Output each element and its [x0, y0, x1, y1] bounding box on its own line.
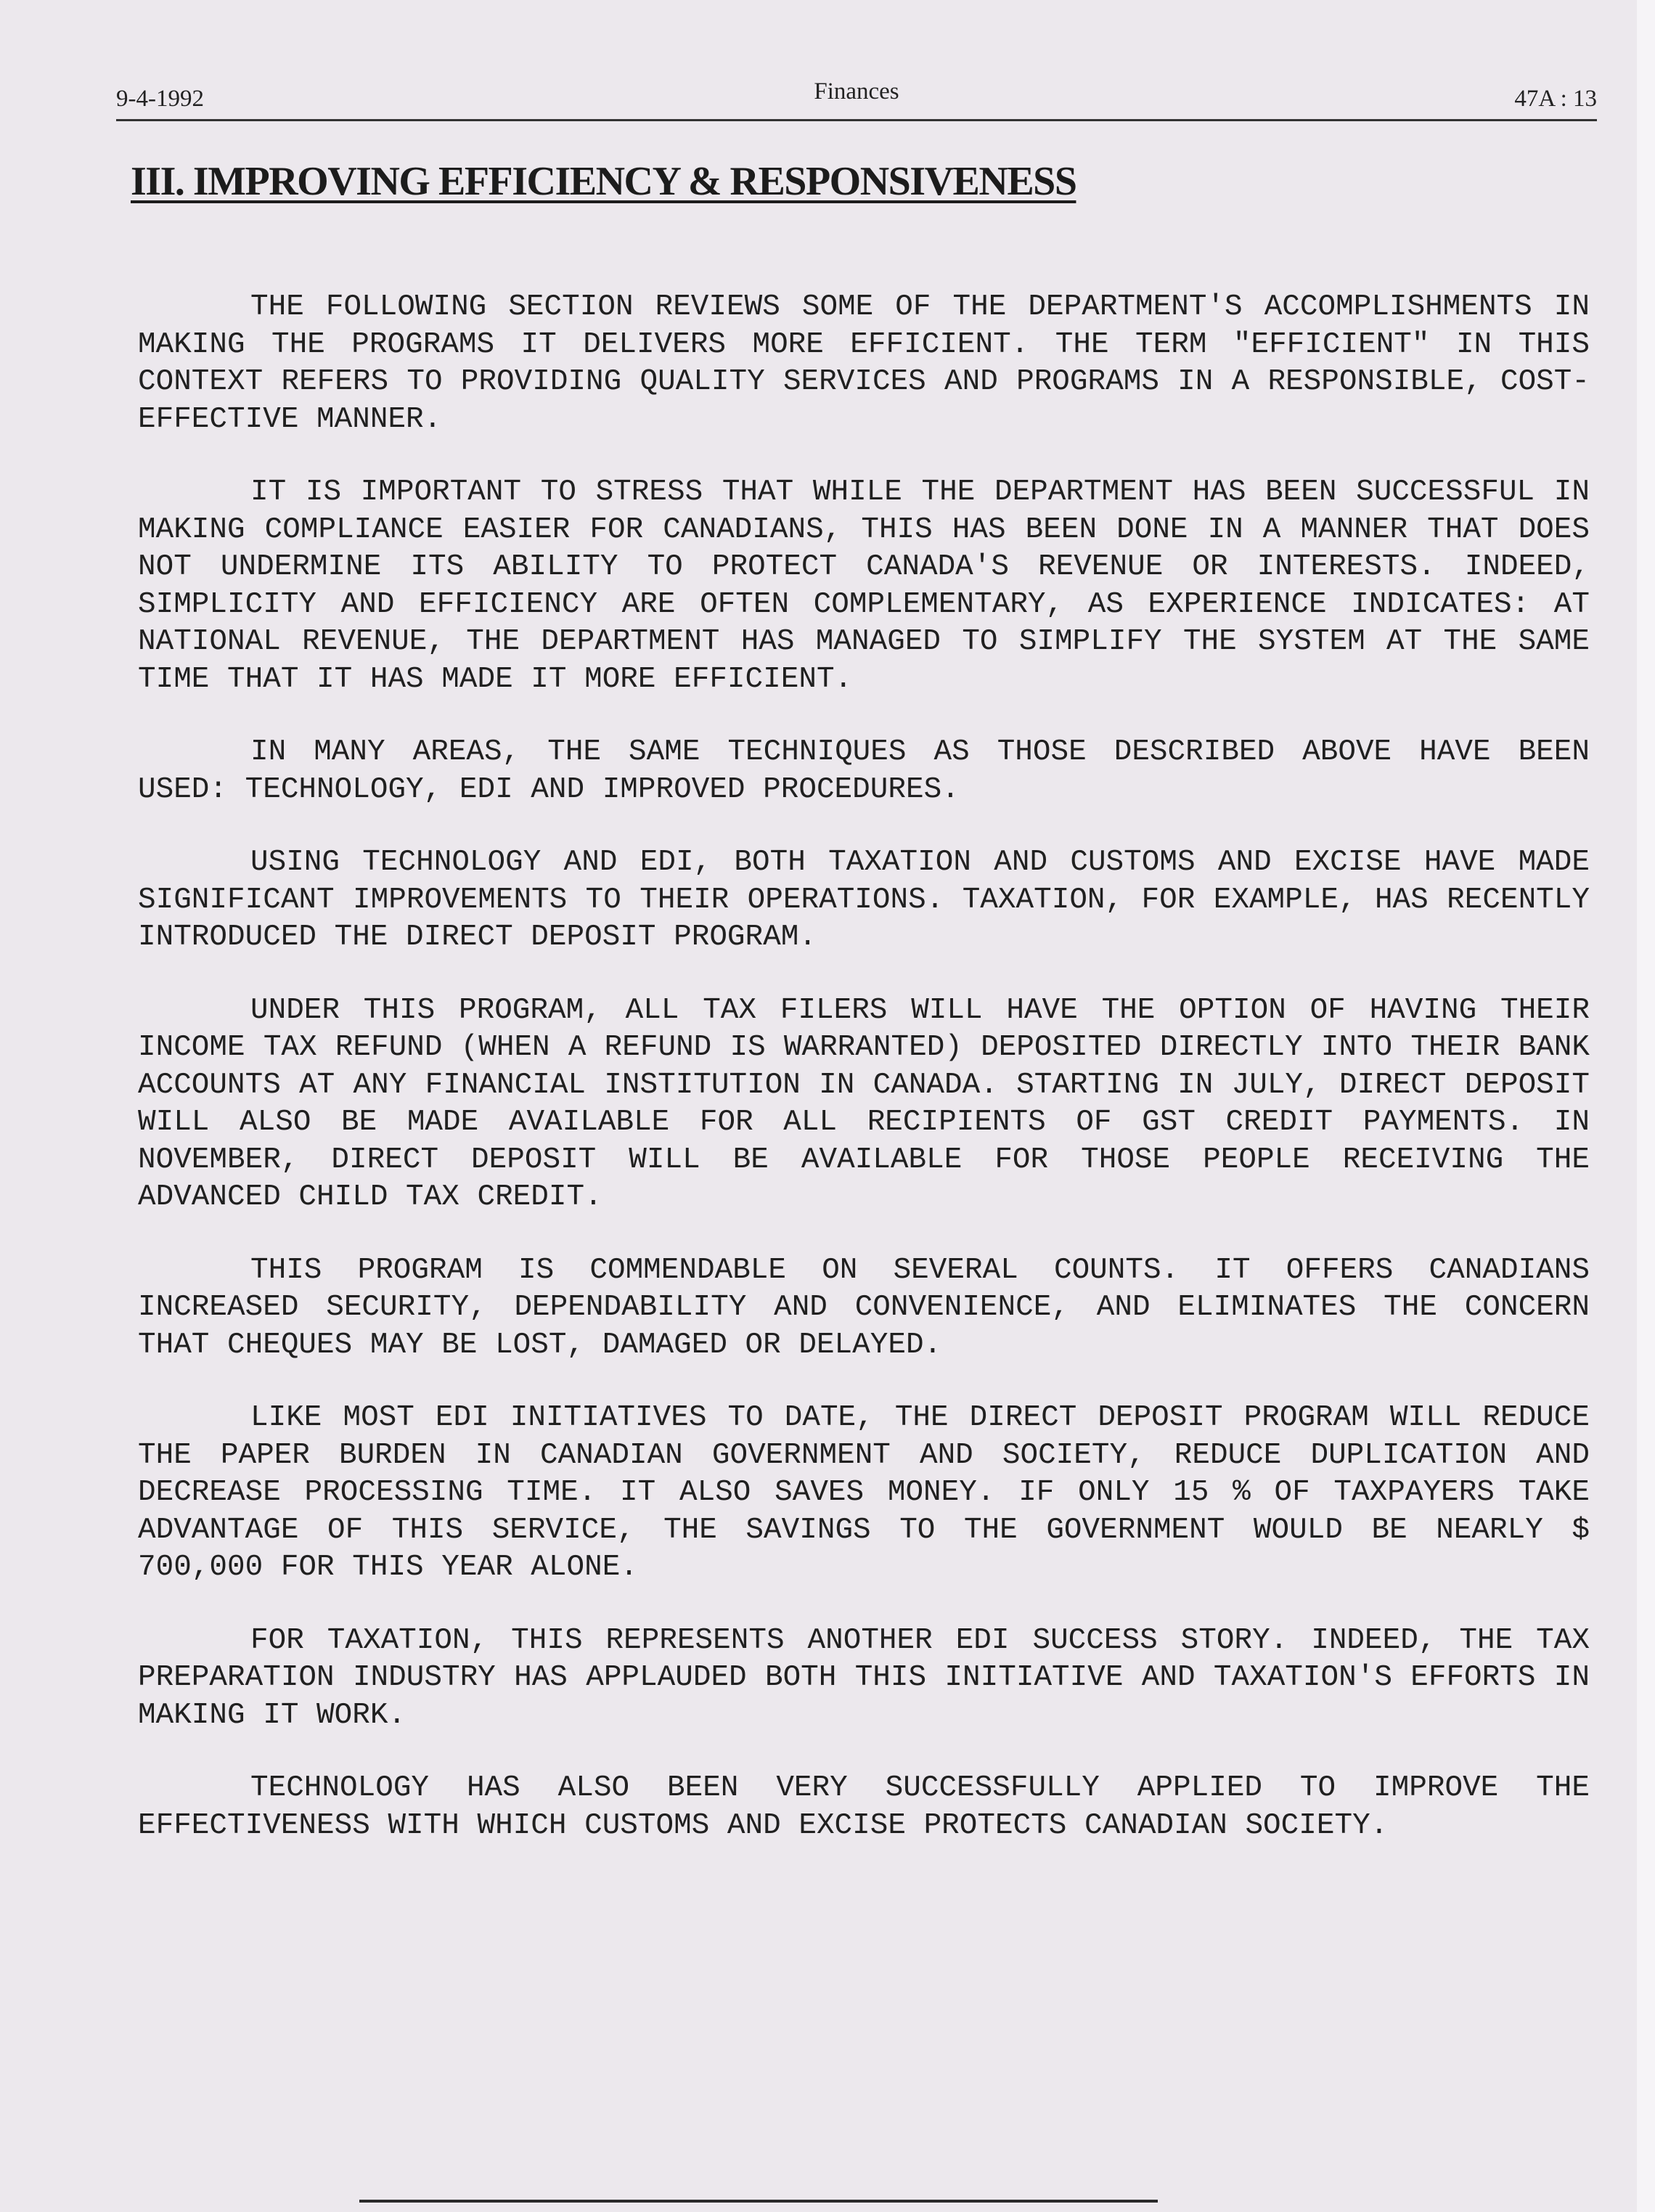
paragraph: LIKE MOST EDI INITIATIVES TO DATE, THE DIRECT DEPOSIT PROGRAM WILL REDUCE THE PAPER BURDEN IN CANADIAN GOVERNMENT AND SOCIETY, REDUCE DUPLICATION AND DECREASE PROCESSING TIME. IT ALSO SAVES MONEY. IF ONLY 15 % OF TAXPAYERS TAKE ADVANTAGE OF THIS SERVICE, THE SAVINGS TO THE GOVERNMENT WOULD BE NEARLY $ 700,000 FOR THIS YEAR ALONE. [138, 1401, 1590, 1584]
paragraph: USING TECHNOLOGY AND EDI, BOTH TAXATION AND CUSTOMS AND EXCISE HAVE MADE SIGNIFICANT IMPROVEMENTS TO THEIR OPERATIONS. TAXATION, FOR EXAMPLE, HAS RECENTLY INTRODUCED THE DIRECT DEPOSIT PROGRAM. [138, 846, 1590, 954]
body-text [138, 289, 1590, 1880]
paragraph: IT IS IMPORTANT TO STRESS THAT WHILE THE DEPARTMENT HAS BEEN SUCCESSFUL IN MAKING COMPLIANCE EASIER FOR CANADIANS, THIS HAS BEEN DONE IN A MANNER THAT DOES NOT UNDERMINE ITS ABILITY TO PROTECT CANADA'S REVENUE OR INTERESTS. INDEED, SIMPLICITY AND EFFICIENCY ARE OFTEN COMPLEMENTARY, AS EXPERIENCE INDICATES: AT NATIONAL REVENUE, THE DEPARTMENT HAS MANAGED TO SIMPLIFY THE SYSTEM AT THE SAME TIME THAT IT HAS MADE IT MORE EFFICIENT. [138, 476, 1590, 696]
paragraph: THE FOLLOWING SECTION REVIEWS SOME OF THE DEPARTMENT'S ACCOMPLISHMENTS IN MAKING THE PROGRAMS IT DELIVERS MORE EFFICIENT. THE TERM "EFFICIENT" IN THIS CONTEXT REFERS TO PROVIDING QUALITY SERVICES AND PROGRAMS IN A RESPONSIBLE, COST-EFFECTIVE MANNER. [138, 290, 1590, 436]
paragraph: UNDER THIS PROGRAM, ALL TAX FILERS WILL HAVE THE OPTION OF HAVING THEIR INCOME TAX REFUND (WHEN A REFUND IS WARRANTED) DEPOSITED DIRECTLY INTO THEIR BANK ACCOUNTS AT ANY FINANCIAL INSTITUTION IN CANADA. STARTING IN JULY, DIRECT DEPOSIT WILL ALSO BE MADE AVAILABLE FOR ALL RECIPIENTS OF GST CREDIT PAYMENTS. IN NOVEMBER, DIRECT DEPOSIT WILL BE AVAILABLE FOR THOSE PEOPLE RECEIVING THE ADVANCED CHILD TAX CREDIT. [138, 993, 1590, 1214]
paragraph: TECHNOLOGY HAS ALSO BEEN VERY SUCCESSFULLY APPLIED TO IMPROVE THE EFFECTIVENESS WITH WHICH CUSTOMS AND EXCISE PROTECTS CANADIAN SOCIETY. [138, 1771, 1590, 1842]
header-date: 9-4-1992 [116, 86, 204, 112]
paragraph: IN MANY AREAS, THE SAME TECHNIQUES AS THOSE DESCRIBED ABOVE HAVE BEEN USED: TECHNOLOGY, EDI AND IMPROVED PROCEDURES. [138, 735, 1590, 807]
page-edge [1637, 0, 1655, 2212]
header-page-ref: 47A : 13 [1514, 86, 1597, 112]
header-title: Finances [814, 78, 899, 105]
header-rule [116, 119, 1597, 121]
section-title: III. IMPROVING EFFICIENCY & RESPONSIVENESS [131, 159, 1076, 204]
paragraph: FOR TAXATION, THIS REPRESENTS ANOTHER EDI SUCCESS STORY. INDEED, THE TAX PREPARATION INDUSTRY HAS APPLAUDED BOTH THIS INITIATIVE AND TAXATION'S EFFORTS IN MAKING IT WORK. [138, 1623, 1590, 1732]
running-header [116, 78, 1597, 122]
footer-rule [359, 2200, 1158, 2203]
paragraph: THIS PROGRAM IS COMMENDABLE ON SEVERAL COUNTS. IT OFFERS CANADIANS INCREASED SECURITY, DEPENDABILITY AND CONVENIENCE, AND ELIMINATES THE CONCERN THAT CHEQUES MAY BE LOST, DAMAGED OR DELAYED. [138, 1253, 1590, 1362]
